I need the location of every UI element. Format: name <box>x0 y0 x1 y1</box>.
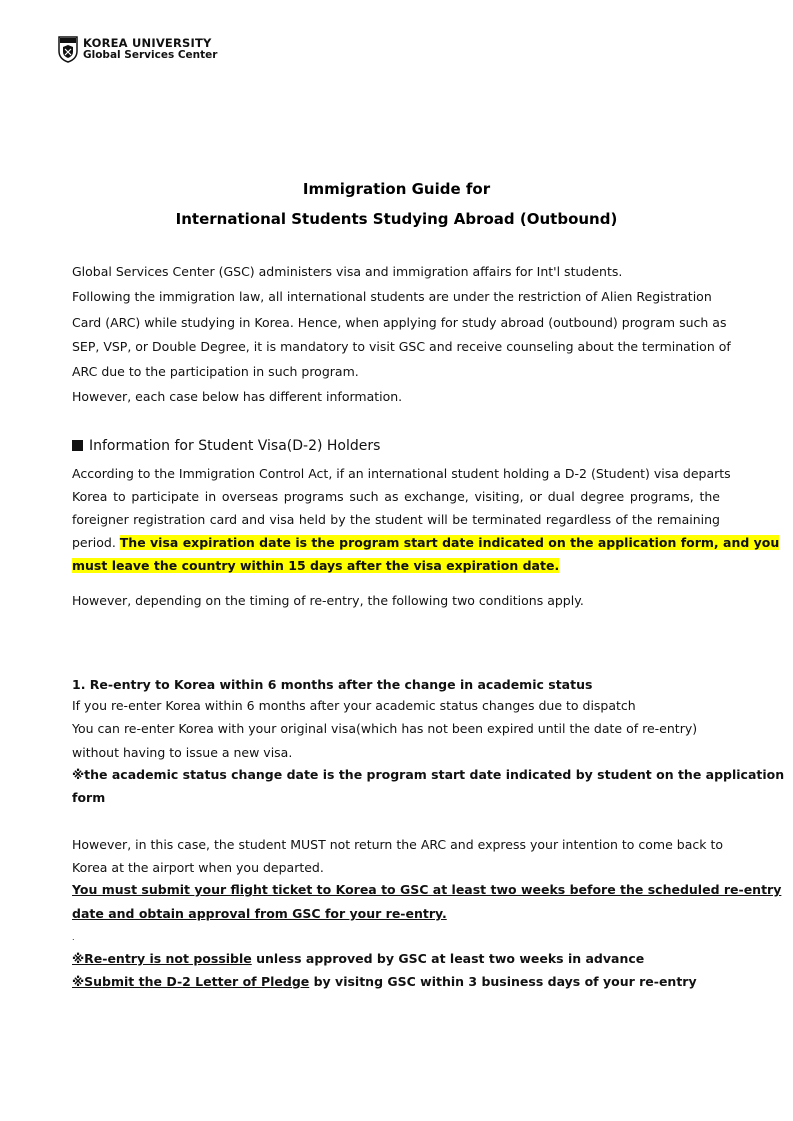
reentry-not-possible-rest: unless approved by GSC at least two weeks in advance <box>251 951 645 966</box>
item-1-line-3: without having to issue a new visa. <box>72 745 293 760</box>
section-line-2: Korea to participate in overseas programs such as exchange, visiting, or dual degree programs, the <box>72 489 720 504</box>
intro-paragraph-2-line-1: Following the immigration law, all international students are under the restriction of Alien Registration <box>72 289 712 304</box>
flight-ticket-requirement-line-1: You must submit your flight ticket to Korea to GSC at least two weeks before the scheduled re-entry <box>72 882 782 897</box>
item-1-paragraph-2-line-2: Korea at the airport when you departed. <box>72 860 324 875</box>
section-line-6: However, depending on the timing of re-entry, the following two conditions apply. <box>72 593 584 608</box>
highlighted-visa-expiration: The visa expiration date is the program start date indicated on the application form, and you <box>119 535 780 550</box>
item-1-note-line-2: form <box>72 790 106 805</box>
flight-ticket-requirement-line-2: date and obtain approval from GSC for your re-entry. <box>72 906 447 921</box>
letter-of-pledge-note <box>72 974 697 989</box>
item-1-note-line-1: ※the academic status change date is the program start date indicated by student on the application <box>72 767 785 782</box>
logo-line-center: Global Services Center <box>83 49 218 61</box>
item-1-paragraph-2-line-1: However, in this case, the student MUST not return the ARC and express your intention to come back to <box>72 837 723 852</box>
shield-crest-icon <box>58 36 78 63</box>
highlighted-leave-country: must leave the country within 15 days after the visa expiration date. <box>72 558 560 573</box>
intro-paragraph-2-line-2: Card (ARC) while studying in Korea. Hence, when applying for study abroad (outbound) program such as <box>72 315 727 330</box>
item-1-line-2: You can re-enter Korea with your original visa(which has not been expired until the date of re-entry) <box>72 721 698 736</box>
section-heading <box>72 438 380 454</box>
letter-of-pledge-rest: by visitng GSC within 3 business days of your re-entry <box>309 974 697 989</box>
stray-dot: . <box>72 933 75 942</box>
intro-paragraph-3: However, each case below has different information. <box>72 389 403 404</box>
title-line-2: International Students Studying Abroad (Outbound) <box>175 210 618 228</box>
item-1-heading: 1. Re-entry to Korea within 6 months after the change in academic status <box>72 677 593 692</box>
section-line-5 <box>72 558 559 573</box>
logo-line-university: KOREA UNIVERSITY <box>83 36 212 50</box>
university-logo <box>58 35 217 63</box>
section-heading-text: Information for Student Visa(D-2) Holders <box>89 438 381 454</box>
square-bullet-icon <box>72 440 83 451</box>
intro-paragraph-1: Global Services Center (GSC) administers visa and immigration affairs for Int'l students. <box>72 264 623 279</box>
title-line-1: Immigration Guide for <box>302 180 491 198</box>
section-line-4 <box>72 535 780 550</box>
item-1-line-1: If you re-enter Korea within 6 months after your academic status changes due to dispatch <box>72 698 636 713</box>
letter-of-pledge-underlined: ※Submit the D-2 Letter of Pledge <box>72 974 310 989</box>
section-line-4-plain: period. <box>72 535 116 550</box>
intro-paragraph-2-line-3: SEP, VSP, or Double Degree, it is mandatory to visit GSC and receive counseling about the termination of <box>72 339 731 354</box>
reentry-not-possible-underlined: ※Re-entry is not possible <box>72 951 252 966</box>
section-line-3: foreigner registration card and visa held by the student will be terminated regardless of the remaining <box>72 512 720 527</box>
section-line-1: According to the Immigration Control Act, if an international student holding a D-2 (Student) visa departs <box>72 466 731 481</box>
intro-paragraph-2-line-4: ARC due to the participation in such program. <box>72 364 359 379</box>
reentry-not-possible-note <box>72 951 644 966</box>
